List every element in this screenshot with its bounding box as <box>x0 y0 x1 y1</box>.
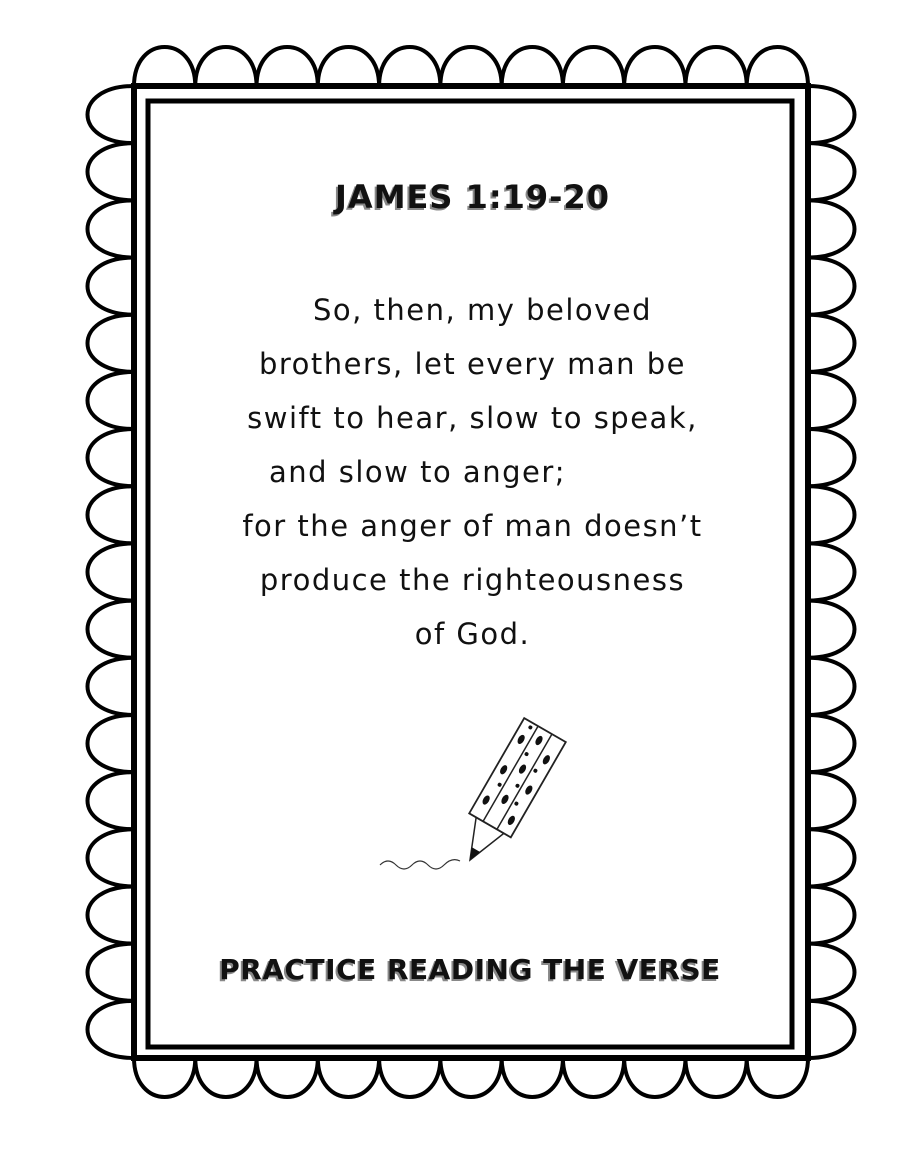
practice-instruction: PRACTICE READING THE VERSE <box>219 953 721 986</box>
scallop <box>134 47 195 86</box>
scallop <box>808 829 855 886</box>
verse-line: and slow to anger; <box>268 455 567 489</box>
verse-line: So, then, my beloved <box>312 293 653 327</box>
scallop <box>134 1058 195 1097</box>
scallop <box>88 86 135 143</box>
scallop <box>440 1058 501 1097</box>
scallop <box>502 47 563 86</box>
scallop <box>808 86 855 143</box>
scallop <box>379 47 440 86</box>
scallop <box>808 1001 855 1058</box>
scallop <box>808 715 855 772</box>
scallop <box>88 715 135 772</box>
scallop <box>195 47 256 86</box>
pencil-illustration <box>370 695 590 885</box>
verse-text <box>0 287 900 665</box>
scallop <box>685 1058 746 1097</box>
scallop <box>257 47 318 86</box>
scallop <box>379 1058 440 1097</box>
scallop <box>808 772 855 829</box>
scallop <box>440 47 501 86</box>
scallop <box>747 1058 808 1097</box>
verse-line: produce the righteousness <box>259 563 686 597</box>
scallop <box>318 47 379 86</box>
verse-reference-title: JAMES 1:19-20 <box>335 178 610 216</box>
scallop <box>88 772 135 829</box>
verse-line: for the anger of man doesn’t <box>242 509 703 543</box>
scallop <box>747 47 808 86</box>
scallop <box>563 47 624 86</box>
verse-line: brothers, let every man be <box>258 347 686 381</box>
scallop <box>88 1001 135 1058</box>
scallop <box>685 47 746 86</box>
scallop <box>195 1058 256 1097</box>
scallop <box>624 1058 685 1097</box>
scallop <box>502 1058 563 1097</box>
scallop <box>808 886 855 943</box>
scallop <box>624 47 685 86</box>
scallop <box>257 1058 318 1097</box>
scallop <box>318 1058 379 1097</box>
scallop <box>88 886 135 943</box>
verse-line: of God. <box>414 617 531 651</box>
scallop <box>563 1058 624 1097</box>
scallop <box>88 829 135 886</box>
scallop <box>808 658 855 715</box>
scallop <box>88 658 135 715</box>
verse-line: swift to hear, slow to speak, <box>247 401 698 435</box>
